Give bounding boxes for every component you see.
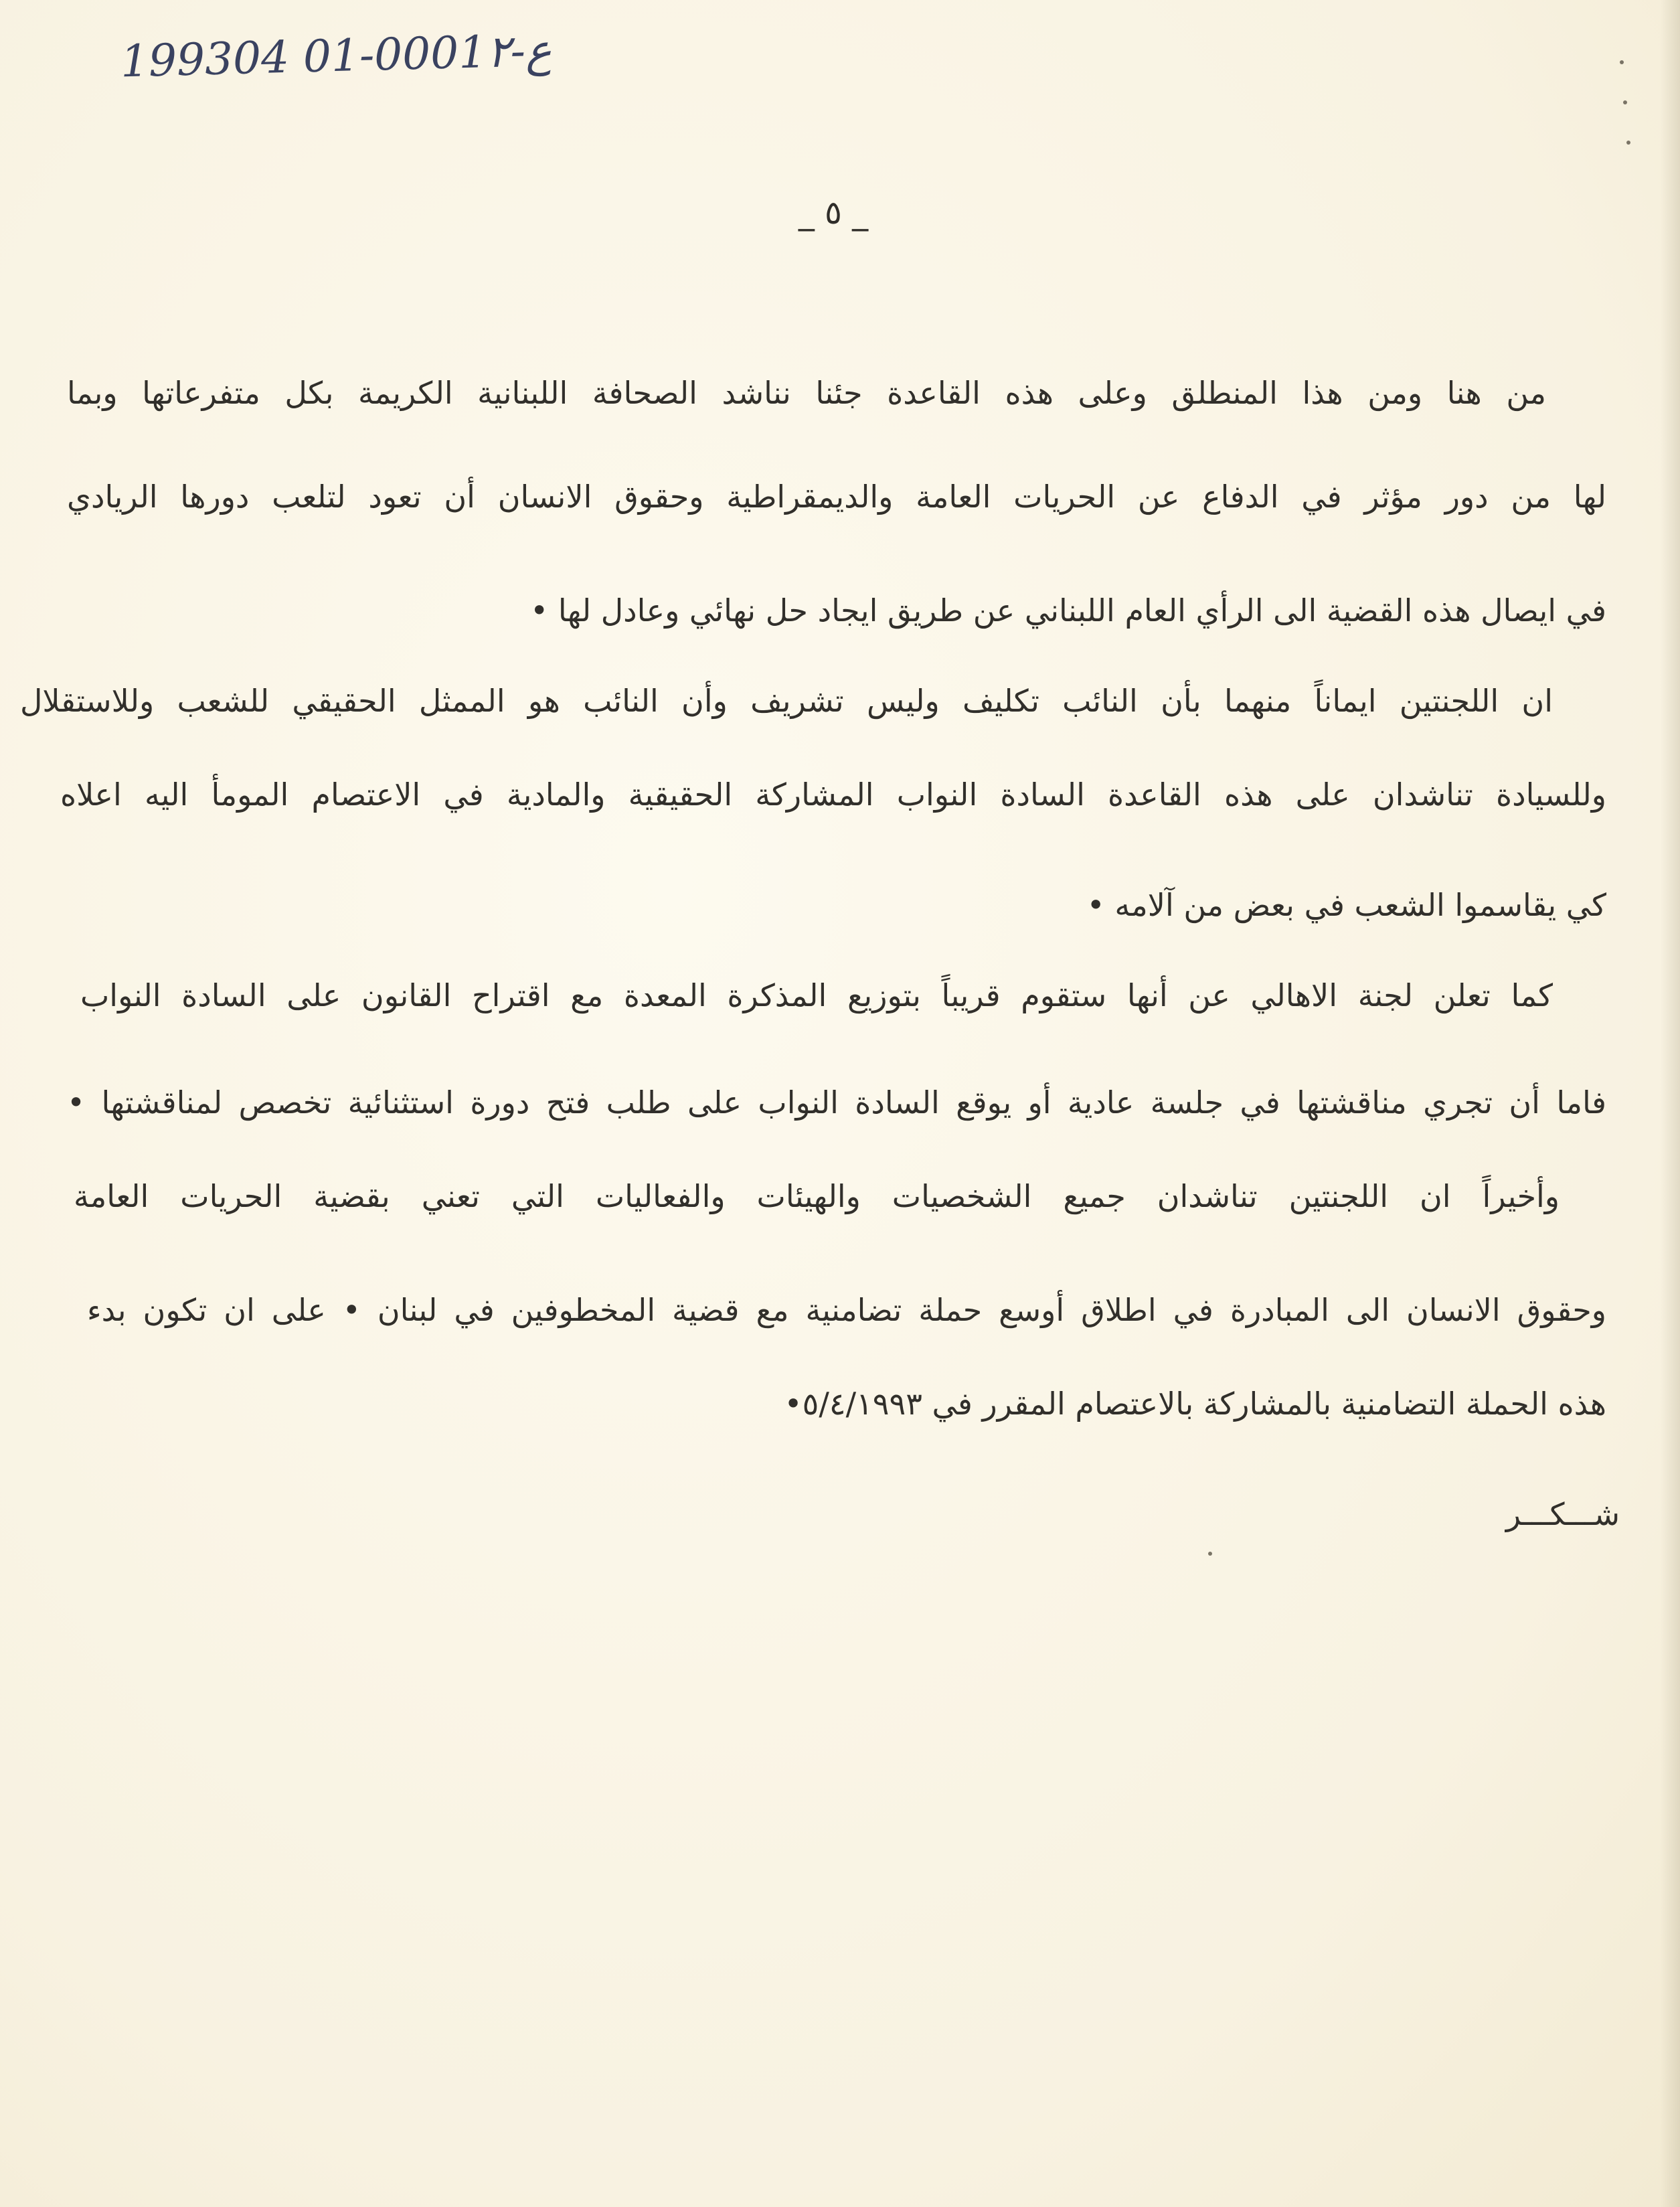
body-line-8: فاما أن تجري مناقشتها في جلسة عادية أو يوقع السادة النواب على طلب فتح دورة استثنائية تخصص لمناقشتها • — [67, 1084, 1606, 1121]
signoff-thanks: شـــكـــر — [1505, 1496, 1620, 1532]
page-edge-shadow — [1660, 0, 1680, 2207]
body-line-10: وحقوق الانسان الى المبادرة في اطلاق أوسع حملة تضامنية مع قضية المخطوفين في لبنان • على ان تكون بدء — [87, 1292, 1606, 1328]
body-line-7: كما تعلن لجنة الاهالي عن أنها ستقوم قريباً بتوزيع المذكرة المعدة مع اقتراح القانون على السادة النواب — [80, 977, 1553, 1013]
handwritten-reference-number: 199304 01-0001ع-٢ — [120, 24, 553, 88]
margin-dot — [1623, 100, 1627, 104]
page-number: _ ٥ _ — [798, 194, 869, 232]
body-line-4: ان اللجنتين ايماناً منهما بأن النائب تكليف وليس تشريف وأن النائب هو الممثل الحقيقي للشعب وللاستقلال — [20, 683, 1553, 719]
body-line-3: في ايصال هذه القضية الى الرأي العام اللبناني عن طريق ايجاد حل نهائي وعادل لها • — [530, 592, 1606, 629]
margin-dot — [1620, 60, 1624, 64]
body-line-1: من هنا ومن هذا المنطلق وعلى هذه القاعدة جئنا نناشد الصحافة اللبنانية الكريمة بكل متفرعاتها وبما — [67, 375, 1546, 411]
body-line-11: هذه الحملة التضامنية بالمشاركة بالاعتصام المقرر في ٥/٤/١٩٩٣• — [784, 1386, 1606, 1422]
margin-dot — [1626, 141, 1630, 145]
body-line-5: وللسيادة تناشدان على هذه القاعدة السادة النواب المشاركة الحقيقية والمادية في الاعتصام المومأ اليه اعلاه — [60, 776, 1606, 813]
body-line-2: لها من دور مؤثر في الدفاع عن الحريات العامة والديمقراطية وحقوق الانسان أن تعود لتلعب دورها الريادي — [67, 479, 1606, 515]
margin-dot — [1208, 1552, 1212, 1556]
body-line-6: كي يقاسموا الشعب في بعض من آلامه • — [1086, 887, 1606, 923]
body-line-9: وأخيراً ان اللجنتين تناشدان جميع الشخصيات والهيئات والفعاليات التي تعني بقضية الحريات العامة — [74, 1178, 1560, 1214]
